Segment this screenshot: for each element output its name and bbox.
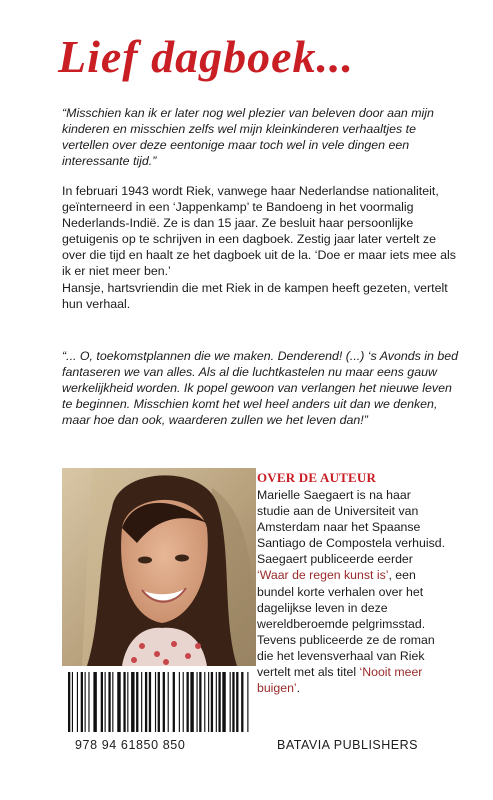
author-photo [62, 468, 256, 666]
book-title-nooit-meer-buigen: ‘Nooit meer buigen’ [257, 665, 423, 696]
opening-quote: “Misschien kan ik er later nog wel plezier van beleven door aan mijn kinderen en misschien zelfs wel mijn kleinkinderen verhaaltjes te vertellen over deze eentonige maar toch wel in vele dingen een interessante tijd.” [62, 106, 434, 169]
bio-text: . [296, 681, 301, 696]
author-bio [257, 487, 447, 696]
barcode [62, 670, 256, 734]
bio-text: Saegaert publiceerde eerder [257, 552, 413, 567]
synopsis-paragraph: In februari 1943 wordt Riek, vanwege haar Nederlandse nationaliteit, geïnterneerd in een ‘Jappenkamp’ te Bandoeng in het voormalig Nederlands-Indië. Ze is dan 15 jaar. Ze besluit haar persoonlijke getuigenis op te schrijven in een dagboek. Zestig jaar later vertelt ze over die tijd en haalt ze het dagboek uit de la. ‘Doe er maar iets mee als ik er niet meer ben.’ [62, 184, 456, 279]
publisher-name: BATAVIA PUBLISHERS [277, 738, 418, 752]
author-bio-paragraph: Marielle Saegaert is na haar studie aan de Universiteit van Amsterdam naar het Spaanse Santiago de Compostela verhuisd. [257, 488, 445, 551]
synopsis-paragraph: Hansje, hartsvriendin die met Riek in de kampen heeft gezeten, vertelt hun verhaal. [62, 280, 448, 311]
synopsis [62, 183, 462, 312]
diary-quote: “... O, toekomstplannen die we maken. Denderend! (...) ‘s Avonds in bed fantaseren we van alles. Als al die luchtkastelen nu maar eens gauw werkelijkheid worden. Ik popel gewoon van verlangen het nieuwe leven te beginnen. Misschien komt het wel heel anders uit dan we denken, maar hoe dan ook, waarderen zullen we het leven dan!” [62, 349, 459, 428]
author-bio-paragraph [257, 551, 447, 696]
bio-text: , een bundel korte verhalen over het dagelijkse leven in deze wereldberoemde pelgrimsstad. Tevens publiceerde ze de roman die het levensverhaal van Riek vertelt met als titel [257, 568, 435, 680]
isbn-number: 978 94 61850 850 [75, 738, 186, 752]
book-title-waar-de-regen: ‘Waar de regen kunst is’ [257, 568, 389, 583]
book-title: Lief dagboek... [58, 31, 355, 82]
author-heading: OVER DE AUTEUR [257, 470, 377, 485]
